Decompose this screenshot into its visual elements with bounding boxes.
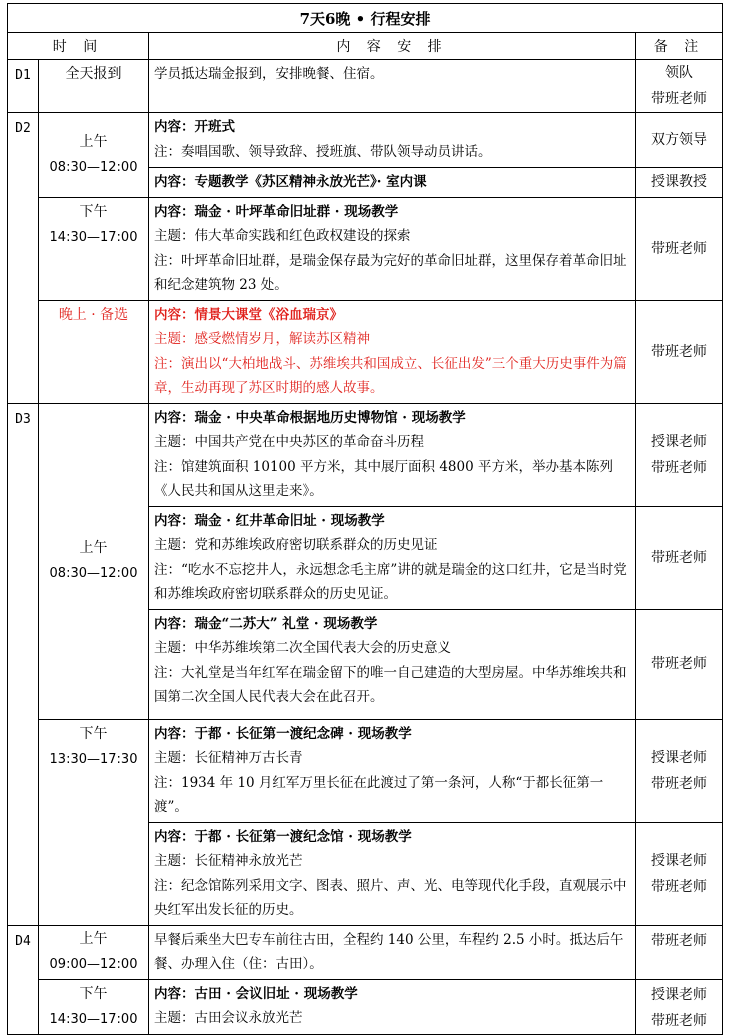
- content-line: 注：“吃水不忘挖井人，永远想念毛主席”讲的就是瑞金的这口红井，它是当时党和苏维埃政府密切联系群众的历史见证。: [154, 561, 627, 602]
- note-cell: [636, 197, 723, 300]
- time-label: 全天报到: [65, 66, 122, 82]
- time-period: 上午: [79, 931, 108, 947]
- note-line: 授课老师: [651, 433, 708, 450]
- note-cell: [636, 719, 723, 822]
- time-period: 下午: [79, 725, 108, 742]
- note-cell: [636, 168, 723, 198]
- note-cell: [636, 113, 723, 168]
- content-line: 主题：中华苏维埃第二次全国代表大会的历史意义: [154, 640, 451, 656]
- content-line: 主题：感受燃情岁月，解读苏区精神: [154, 331, 370, 347]
- day-label: D1: [8, 60, 39, 113]
- table-title: 7天6晚 • 行程安排: [8, 4, 723, 33]
- day-label: D3: [8, 403, 39, 925]
- time-range: 14:30—17:00: [49, 229, 138, 245]
- content-title: 内容：于都 · 长征第一渡纪念馆 · 现场教学: [154, 828, 412, 845]
- content-line: 主题：长征精神永放光芒: [154, 853, 303, 869]
- note-line: 带班老师: [651, 549, 708, 566]
- content-title: 内容：开班式: [154, 119, 235, 135]
- time-range: 14:30—17:00: [49, 1011, 138, 1027]
- note-cell: [636, 609, 723, 719]
- time-cell: [39, 719, 149, 925]
- note-cell: [636, 506, 723, 609]
- time-period: 下午: [79, 203, 108, 220]
- content-cell: [149, 168, 636, 198]
- content-title: 内容：专题教学《苏区精神永放光芒》· 室内课: [154, 174, 427, 190]
- table-row: [8, 979, 723, 1034]
- time-range: 13:30—17:30: [49, 751, 138, 767]
- note-line: 授课教授: [651, 174, 708, 191]
- content-title: 内容：瑞金 · 叶坪革命旧址群 · 现场教学: [154, 203, 399, 220]
- note-line: 带班老师: [651, 1012, 708, 1029]
- content-cell: [149, 403, 636, 506]
- content-cell: [149, 506, 636, 609]
- note-cell: [636, 925, 723, 979]
- content-line: 主题：长征精神万古长青: [154, 750, 303, 766]
- content-line: 主题：党和苏维埃政府密切联系群众的历史见证: [154, 537, 438, 553]
- time-range: 08:30—12:00: [49, 159, 138, 175]
- note-line: 授课老师: [651, 852, 708, 869]
- content-line: 主题：古田会议永放光芒: [154, 1010, 303, 1026]
- content-line: 主题：中国共产党在中央苏区的革命奋斗历程: [154, 434, 424, 450]
- header-time: 时 间: [8, 33, 149, 60]
- note-line: 双方领导: [651, 132, 708, 148]
- content-line: 注：大礼堂是当年红军在瑞金留下的唯一自己建造的大型房屋。中华苏维埃共和国第二次全国人民代表大会在此召开。: [154, 664, 627, 705]
- time-cell: [39, 197, 149, 300]
- note-line: 带班老师: [651, 240, 708, 257]
- content-title: 内容：古田 · 会议旧址 · 现场教学: [154, 985, 358, 1002]
- table-row: [8, 925, 723, 979]
- note-cell: [636, 60, 723, 113]
- content-line: 注：纪念馆陈列采用文字、图表、照片、声、光、电等现代化手段，直观展示中央红军出发长征的历史。: [154, 877, 627, 918]
- time-cell: [39, 60, 149, 113]
- content-line: 注：演出以“大柏地战斗、苏维埃共和国成立、长征出发”三个重大历史事件为篇章，生动再现了苏区时期的感人故事。: [154, 355, 627, 396]
- content-line: 早餐后乘坐大巴专车前往古田，全程约 140 公里，车程约 2.5 小时。抵达后午餐、办理入住（住：古田）。: [154, 931, 624, 972]
- day-label: D4: [8, 925, 39, 1034]
- table-row: [8, 113, 723, 168]
- table-row: [8, 719, 723, 822]
- day-label: D2: [8, 113, 39, 404]
- note-line: 带班老师: [651, 775, 708, 792]
- content-line: 注：馆建筑面积 10100 平方米，其中展厅面积 4800 平方米，举办基本陈列《人民共和国从这里走来》。: [154, 458, 613, 499]
- table-row: [8, 403, 723, 506]
- content-cell: [149, 60, 636, 113]
- note-line: 授课老师: [651, 986, 708, 1003]
- note-cell: [636, 300, 723, 403]
- content-cell: [149, 719, 636, 822]
- content-cell: [149, 197, 636, 300]
- content-title: 内容：于都 · 长征第一渡纪念碑 · 现场教学: [154, 725, 412, 742]
- header-content: 内 容 安 排: [149, 33, 636, 60]
- note-line: 领队: [665, 65, 694, 81]
- note-cell: [636, 403, 723, 506]
- note-line: 带班老师: [651, 656, 708, 672]
- note-line: 带班老师: [651, 932, 708, 949]
- note-line: 授课老师: [651, 749, 708, 766]
- note-line: 带班老师: [651, 343, 708, 360]
- time-period: 晚上 · 备选: [58, 306, 129, 323]
- time-period: 上午: [79, 540, 108, 556]
- time-cell: [39, 113, 149, 198]
- header-note: 备 注: [636, 33, 723, 60]
- table-row: [8, 197, 723, 300]
- note-line: 带班老师: [651, 91, 708, 107]
- content-title: 内容：瑞金 · 中央革命根据地历史博物馆 · 现场教学: [154, 409, 466, 426]
- time-cell: [39, 979, 149, 1034]
- content-cell: [149, 609, 636, 719]
- time-cell: [39, 300, 149, 403]
- note-cell: [636, 822, 723, 925]
- content-title: 内容：瑞金 · 红井革命旧址 · 现场教学: [154, 512, 385, 529]
- table-row: [8, 300, 723, 403]
- note-line: 带班老师: [651, 878, 708, 895]
- content-cell: [149, 113, 636, 168]
- content-cell: [149, 925, 636, 979]
- content-title: 内容：情景大课堂《浴血瑞京》: [154, 306, 343, 323]
- content-line: 注：叶坪革命旧址群，是瑞金保存最为完好的革命旧址群，这里保存着革命旧址和纪念建筑物 23 处。: [154, 252, 627, 293]
- content-cell: [149, 300, 636, 403]
- time-period: 上午: [79, 133, 108, 150]
- content-cell: [149, 822, 636, 925]
- itinerary-table: [7, 3, 723, 1035]
- table-row: [8, 60, 723, 113]
- note-line: 带班老师: [651, 459, 708, 476]
- time-cell: [39, 403, 149, 719]
- time-period: 下午: [79, 985, 108, 1002]
- content-line: 注：1934 年 10 月红军万里长征在此渡过了第一条河，人称“于都长征第一渡”。: [154, 774, 604, 815]
- note-cell: [636, 979, 723, 1034]
- time-cell: [39, 925, 149, 979]
- time-range: 09:00—12:00: [49, 957, 138, 972]
- content-line: 主题：伟大革命实践和红色政权建设的探索: [154, 228, 411, 244]
- content-line: 注：奏唱国歌、领导致辞、授班旗、带队领导动员讲话。: [154, 143, 492, 160]
- content-text: 学员抵达瑞金报到，安排晚餐、住宿。: [154, 66, 384, 82]
- time-range: 08:30—12:00: [49, 566, 138, 581]
- content-title: 内容：瑞金“二苏大” 礼堂 · 现场教学: [154, 615, 378, 632]
- content-cell: [149, 979, 636, 1034]
- itinerary-page: [7, 3, 722, 1035]
